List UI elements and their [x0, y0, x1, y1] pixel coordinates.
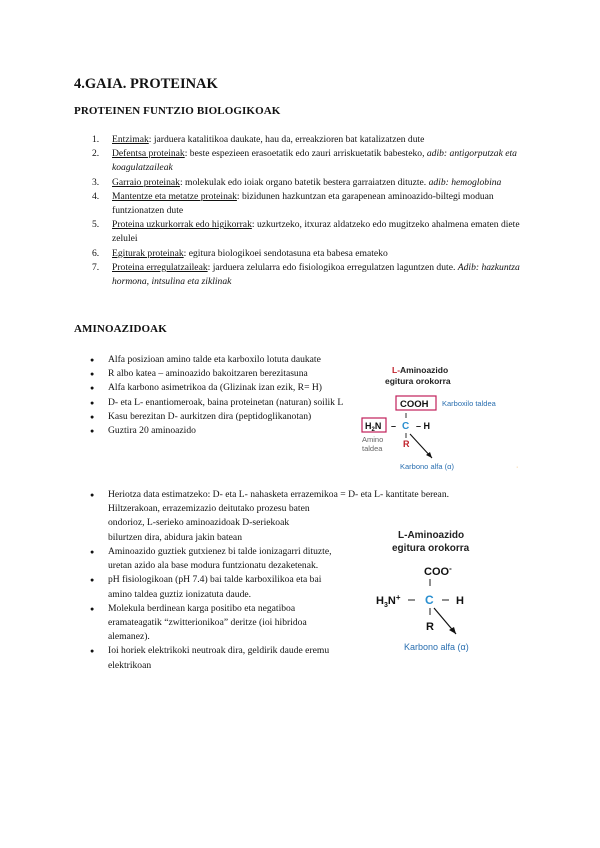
bond-dash: – — [391, 421, 397, 431]
amino-bullets-b — [90, 545, 345, 673]
list-item — [86, 176, 526, 190]
list-item: ● Molekula berdinean karga positibo eta negatiboa eramateagatik “zwitterionikoa” deritze (ioi hibridoa alemanez). — [90, 602, 345, 645]
list-term: Egiturak proteinak — [112, 247, 184, 259]
list-term: Proteina erregulatzaileak — [112, 261, 208, 273]
list-item: ● Ioi horiek elektrikoki neutroak dira, geldirik daude eremu elektrikoan — [90, 644, 345, 672]
wide-bullet-text: Heriotza data estimatzeko: D- eta L- nahasketa errazemikoa = D- eta L- kantitate berean. — [108, 489, 450, 500]
figure1-title-l: L- — [392, 365, 401, 375]
h2n-group: $H_2N$ — [365, 421, 382, 433]
list-text: : jarduera zelularra edo fisiologikoa erregulatzen laguntzen dute. — [207, 261, 458, 273]
list-number: 5. — [92, 219, 100, 231]
h3n-group: $H_3N^+$ — [376, 593, 401, 609]
h-atom: – H — [416, 421, 431, 431]
list-item: ● R albo katea – aminoazido bakoitzaren berezitasuna — [90, 367, 345, 381]
list-item-continuation: ondorioz, L-serieko aminoazidoak D-seriekoak — [108, 517, 290, 529]
list-item — [86, 261, 526, 289]
page-title: 4.GAIA. PROTEINAK — [74, 76, 218, 92]
list-example: adib: hemoglobina — [428, 176, 502, 188]
list-number: 3. — [92, 176, 100, 188]
list-item — [86, 247, 526, 261]
list-item: ● Alfa karbono asimetrikoa da (Glizinak izan ezik, R= H) — [90, 381, 345, 395]
amino-label: Amino — [362, 435, 384, 444]
alpha-carbon-label: Karbono alfa (α) — [400, 462, 454, 471]
list-text: : molekulak edo ioiak organo batetik bestera garraiatzen dituzte. — [179, 176, 429, 188]
list-number: 2. — [92, 148, 100, 160]
figure2-subtitle: egitura orokorra — [392, 543, 470, 554]
list-text: : bizidunen hazkuntzan eta garapenean aminoazido-biltegi moduan funtzionatzen dute — [112, 190, 494, 217]
h-atom: H — [456, 595, 464, 607]
list-item-continuation: bilurtzen dira, abidura jakin batean — [108, 531, 242, 543]
list-term: Mantentze eta metatze proteinak — [112, 190, 237, 202]
list-text: : uzkurtzeko, itxuraz aldatzeko edo mugitzeko ahalmena ematen diete zelulei — [112, 219, 520, 245]
alpha-carbon-label: Karbono alfa (α) — [404, 642, 469, 652]
list-item — [86, 133, 526, 147]
list-text: : egitura biologikoei sendotasuna eta babesa emateko — [183, 247, 388, 259]
list-item — [90, 488, 530, 516]
list-item — [86, 147, 526, 175]
list-example: Adib: hazkuntza hormona, intsulina eta ziklinak — [112, 261, 520, 288]
list-number: 4. — [92, 190, 100, 202]
functions-list — [86, 133, 526, 289]
section-heading-funtzioak: PROTEINEN FUNTZIO BIOLOGIKOAK — [74, 105, 281, 117]
list-text: : beste espezieen erasoetatik edo zauri arriskuetatik babesteko, — [184, 148, 427, 160]
figure1-subtitle: egitura orokorra — [385, 376, 451, 386]
list-text: : jarduera katalitikoa daukate, hau da, erreakzioren bat katalizatzen dute — [148, 134, 425, 145]
r-group: R — [426, 621, 434, 633]
figure2-title: L-Aminoazido — [398, 530, 465, 541]
list-item: ● Kasu berezitan D- aurkitzen dira (peptidoglikanotan) — [90, 410, 345, 424]
list-number: 7. — [92, 261, 100, 273]
list-term: Garraio proteinak — [112, 176, 180, 188]
carboxyl-label: Karboxilo taldea — [442, 399, 496, 408]
list-item: ● Aminoazido guztiek gutxienez bi talde ionizagarri dituzte, uretan azido ala base modura funtzionatu dezaketenak. — [90, 545, 345, 573]
list-term: Defentsa proteinak — [112, 148, 185, 160]
list-item: ● D- eta L- enantiomeroak, baina proteinetan (naturan) soilik L — [90, 396, 345, 410]
list-item — [86, 218, 526, 246]
list-number: 6. — [92, 247, 100, 259]
list-term: Entzimak — [112, 134, 149, 145]
wide-bullet-continuation: Hiltzerakoan, errazemizazio deitutako prozesu baten — [108, 503, 310, 515]
coo-group: COO- — [424, 564, 452, 578]
list-item: ● pH fisiologikoan (pH 7.4) bai talde karboxilikoa eta bai amino taldea guztiz ionizatuta daude. — [90, 573, 345, 601]
list-number: 1. — [92, 134, 100, 145]
decorative-mark: · — [516, 464, 519, 471]
alpha-carbon: C — [402, 421, 410, 432]
amino-structure-figure-2 — [368, 524, 508, 660]
r-group: R — [403, 439, 410, 449]
figure1-title: Aminoazido — [400, 365, 449, 375]
amino-structure-figure-1 — [352, 360, 522, 478]
arrow-head-icon — [449, 627, 456, 634]
alpha-carbon: C — [425, 593, 434, 607]
amino-label: taldea — [362, 444, 383, 453]
section-heading-aminoazidoak: AMINOAZIDOAK — [74, 323, 167, 335]
list-item: ● Guztira 20 aminoazido — [90, 424, 345, 438]
list-example: adib: antigorputzak eta koagulatzaileak — [112, 148, 517, 174]
amino-bullets-a — [90, 353, 345, 438]
list-term: Proteina uzkurkorrak edo higikorrak — [112, 219, 252, 231]
list-item: ● Alfa posizioan amino talde eta karboxilo lotuta daukate — [90, 353, 345, 367]
cooh-group: COOH — [400, 399, 429, 410]
list-item — [86, 190, 526, 218]
